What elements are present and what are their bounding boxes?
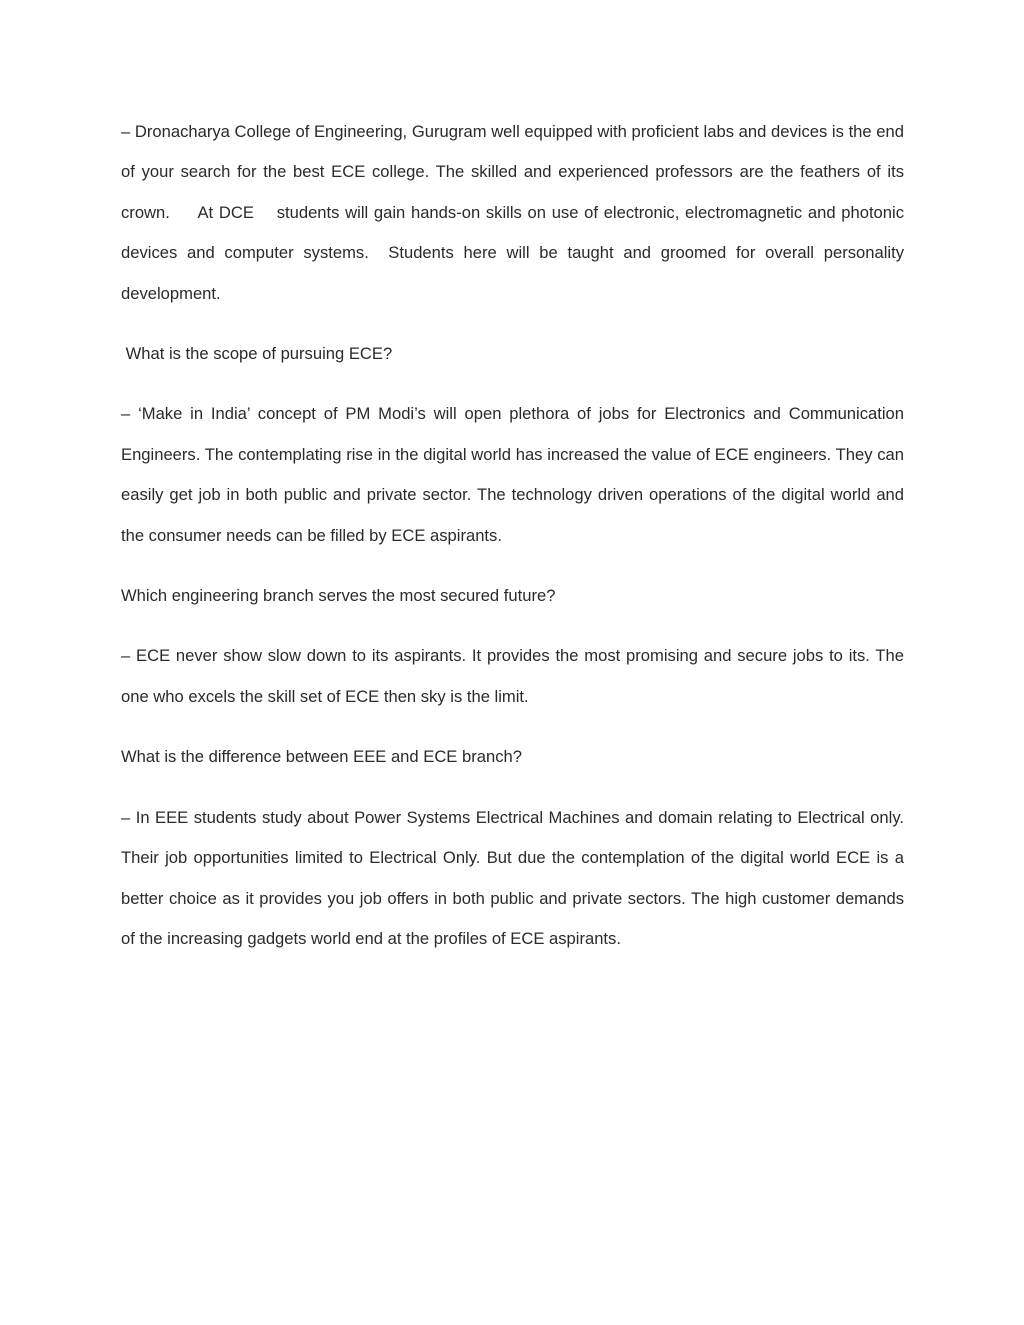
spacer <box>121 374 904 394</box>
document-body <box>121 112 909 959</box>
question-scope-of-ece: What is the scope of pursuing ECE? <box>121 344 393 364</box>
spacer <box>121 616 904 636</box>
paragraph-secured-future-answer: – ECE never show slow down to its aspirants. It provides the most promising and secure jobs to its. The one who excels the skill set of ECE then sky is the limit. <box>121 646 904 706</box>
spacer <box>121 717 904 737</box>
paragraph-dce-intro: – Dronacharya College of Engineering, Gurugram well equipped with proficient labs and devices is the end of your search for the best ECE college. The skilled and experienced professors are the feathers of its crown. At DCE students will gain hands-on skills on use of electronic, electromagnetic and photonic devices and computer systems. Students here will be taught and groomed for overall personality development. <box>121 122 909 303</box>
question-secured-future: Which engineering branch serves the most secured future? <box>121 586 556 606</box>
spacer <box>121 778 904 798</box>
question-eee-vs-ece: What is the difference between EEE and ECE branch? <box>121 747 522 767</box>
paragraph-scope-answer: – ‘Make in India’ concept of PM Modi’s will open plethora of jobs for Electronics and Communication Engineers. The contemplating rise in the digital world has increased the value of ECE engineers. They can easily get job in both public and private sector. The technology driven operations of the digital world and the consumer needs can be filled by ECE aspirants. <box>121 404 904 545</box>
spacer <box>121 556 904 576</box>
spacer <box>121 314 904 334</box>
paragraph-eee-vs-ece-answer: – In EEE students study about Power Systems Electrical Machines and domain relating to Electrical only. Their job opportunities limited to Electrical Only. But due the contemplation of the digital world ECE is a better choice as it provides you job offers in both public and private sectors. The high customer demands of the increasing gadgets world end at the profiles of ECE aspirants. <box>121 807 904 948</box>
